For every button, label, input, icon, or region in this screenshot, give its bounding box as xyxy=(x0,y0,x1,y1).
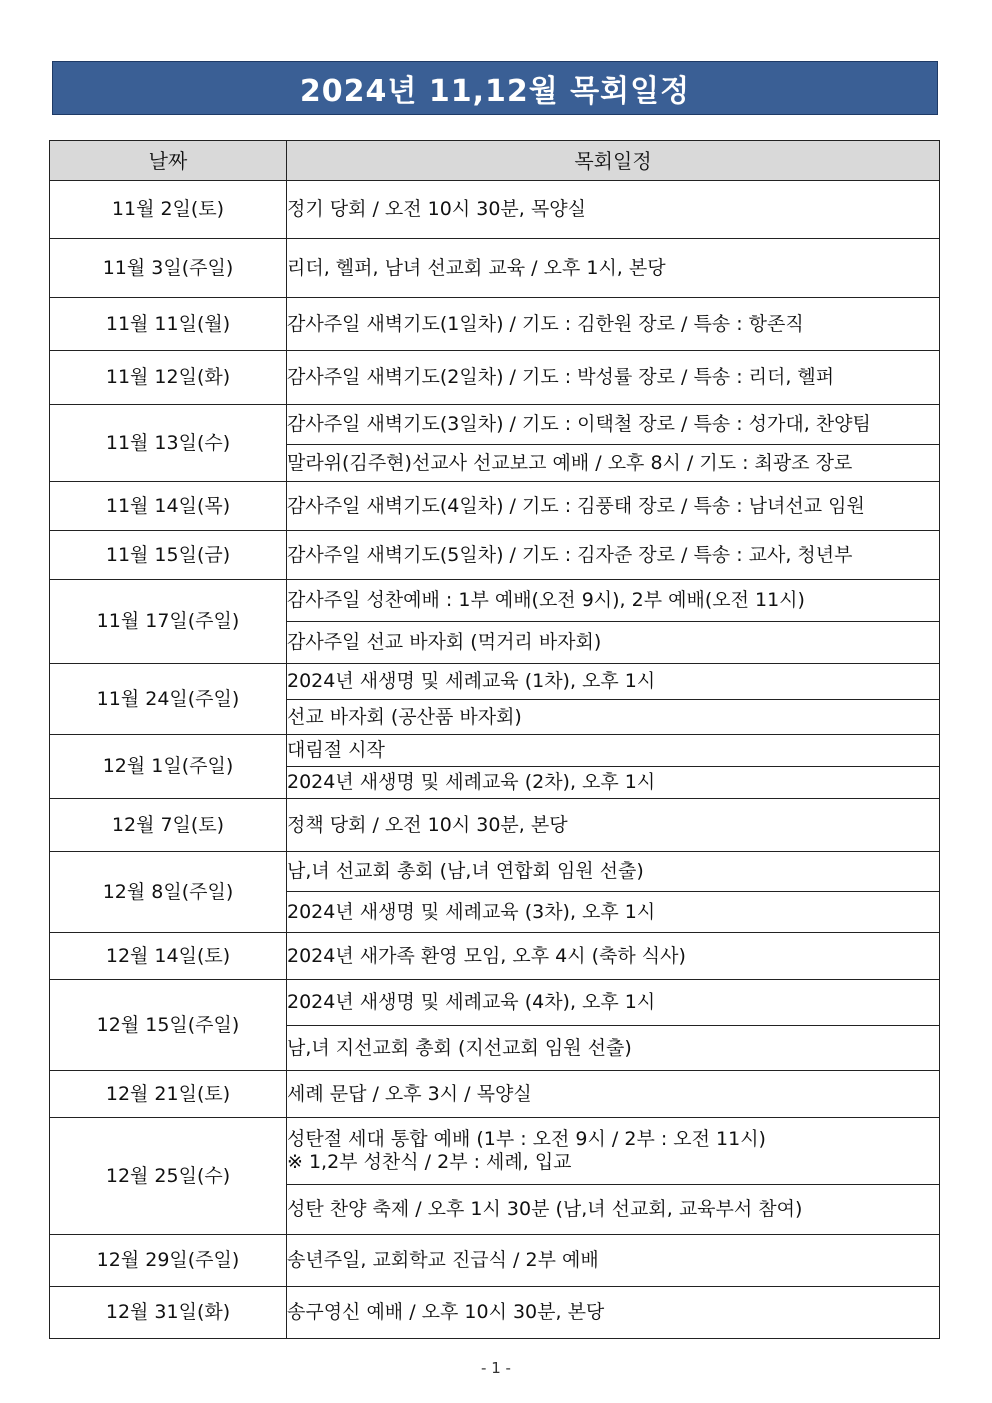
date-cell: 11월 11일(월) xyxy=(50,298,287,351)
date-cell: 11월 24일(주일) xyxy=(50,664,287,735)
event-cell xyxy=(287,1118,940,1185)
event-cell: 2024년 새생명 및 세례교육 (2차), 오후 1시 xyxy=(287,767,940,799)
event-cell: 대림절 시작 xyxy=(287,735,940,767)
page-number: - 1 - xyxy=(481,1359,511,1377)
date-cell: 11월 14일(목) xyxy=(50,482,287,531)
table-row xyxy=(50,405,940,445)
date-cell: 12월 25일(수) xyxy=(50,1118,287,1235)
event-cell: 남,녀 지선교회 총회 (지선교회 임원 선출) xyxy=(287,1026,940,1071)
event-cell: 정책 당회 / 오전 10시 30분, 본당 xyxy=(287,799,940,852)
table-row xyxy=(50,1235,940,1287)
header-schedule: 목회일정 xyxy=(287,141,940,181)
event-cell: 감사주일 새벽기도(5일차) / 기도 : 김자준 장로 / 특송 : 교사, 청년부 xyxy=(287,531,940,580)
date-cell: 12월 8일(주일) xyxy=(50,852,287,933)
event-cell: 세례 문답 / 오후 3시 / 목양실 xyxy=(287,1071,940,1118)
event-cell: 감사주일 성찬예배 : 1부 예배(오전 9시), 2부 예배(오전 11시) xyxy=(287,580,940,622)
date-cell: 12월 31일(화) xyxy=(50,1287,287,1339)
schedule-table xyxy=(49,140,940,1339)
page-title: 2024년 11,12월 목회일정 xyxy=(299,74,691,109)
event-note: ※ 1,2부 성찬식 / 2부 : 세례, 입교 xyxy=(287,1151,572,1173)
event-line: 성탄절 세대 통합 예배 (1부 : 오전 9시 / 2부 : 오전 11시) xyxy=(287,1128,766,1151)
date-cell: 12월 1일(주일) xyxy=(50,735,287,799)
event-cell: 감사주일 새벽기도(3일차) / 기도 : 이택철 장로 / 특송 : 성가대, 찬양팀 xyxy=(287,405,940,445)
event-cell: 2024년 새생명 및 세례교육 (1차), 오후 1시 xyxy=(287,664,940,700)
event-cell: 2024년 새가족 환영 모임, 오후 4시 (축하 식사) xyxy=(287,933,940,980)
event-cell: 남,녀 선교회 총회 (남,녀 연합회 임원 선출) xyxy=(287,852,940,892)
table-row xyxy=(50,852,940,892)
event-cell: 리더, 헬퍼, 남녀 선교회 교육 / 오후 1시, 본당 xyxy=(287,239,940,298)
date-cell: 12월 21일(토) xyxy=(50,1071,287,1118)
event-cell: 선교 바자회 (공산품 바자회) xyxy=(287,700,940,735)
event-cell: 2024년 새생명 및 세례교육 (4차), 오후 1시 xyxy=(287,980,940,1026)
table-row xyxy=(50,181,940,239)
table-header-row xyxy=(50,141,940,181)
event-cell: 감사주일 새벽기도(2일차) / 기도 : 박성률 장로 / 특송 : 리더, 헬퍼 xyxy=(287,351,940,405)
event-cell: 성탄 찬양 축제 / 오후 1시 30분 (남,녀 선교회, 교육부서 참여) xyxy=(287,1185,940,1235)
date-cell: 11월 3일(주일) xyxy=(50,239,287,298)
event-cell: 감사주일 새벽기도(1일차) / 기도 : 김한원 장로 / 특송 : 항존직 xyxy=(287,298,940,351)
event-cell: 감사주일 새벽기도(4일차) / 기도 : 김풍태 장로 / 특송 : 남녀선교 임원 xyxy=(287,482,940,531)
event-cell: 정기 당회 / 오전 10시 30분, 목양실 xyxy=(287,181,940,239)
table-row xyxy=(50,1287,940,1339)
date-cell: 11월 15일(금) xyxy=(50,531,287,580)
table-row xyxy=(50,1118,940,1185)
title-banner xyxy=(52,61,938,115)
event-cell: 감사주일 선교 바자회 (먹거리 바자회) xyxy=(287,622,940,664)
event-cell: 송구영신 예배 / 오후 10시 30분, 본당 xyxy=(287,1287,940,1339)
table-row xyxy=(50,1071,940,1118)
table-row xyxy=(50,531,940,580)
table-row xyxy=(50,735,940,767)
header-date: 날짜 xyxy=(50,141,287,181)
table-row xyxy=(50,482,940,531)
date-cell: 11월 13일(수) xyxy=(50,405,287,482)
date-cell: 11월 2일(토) xyxy=(50,181,287,239)
table-row xyxy=(50,239,940,298)
table-row xyxy=(50,933,940,980)
date-cell: 11월 12일(화) xyxy=(50,351,287,405)
event-cell: 2024년 새생명 및 세례교육 (3차), 오후 1시 xyxy=(287,892,940,933)
table-row xyxy=(50,351,940,405)
event-cell: 송년주일, 교회학교 진급식 / 2부 예배 xyxy=(287,1235,940,1287)
table-row xyxy=(50,298,940,351)
date-cell: 12월 29일(주일) xyxy=(50,1235,287,1287)
date-cell: 11월 17일(주일) xyxy=(50,580,287,664)
table-row xyxy=(50,799,940,852)
event-cell: 말라위(김주현)선교사 선교보고 예배 / 오후 8시 / 기도 : 최광조 장로 xyxy=(287,445,940,482)
table-row xyxy=(50,580,940,622)
table-row xyxy=(50,980,940,1026)
date-cell: 12월 14일(토) xyxy=(50,933,287,980)
table-row xyxy=(50,664,940,700)
date-cell: 12월 15일(주일) xyxy=(50,980,287,1071)
date-cell: 12월 7일(토) xyxy=(50,799,287,852)
